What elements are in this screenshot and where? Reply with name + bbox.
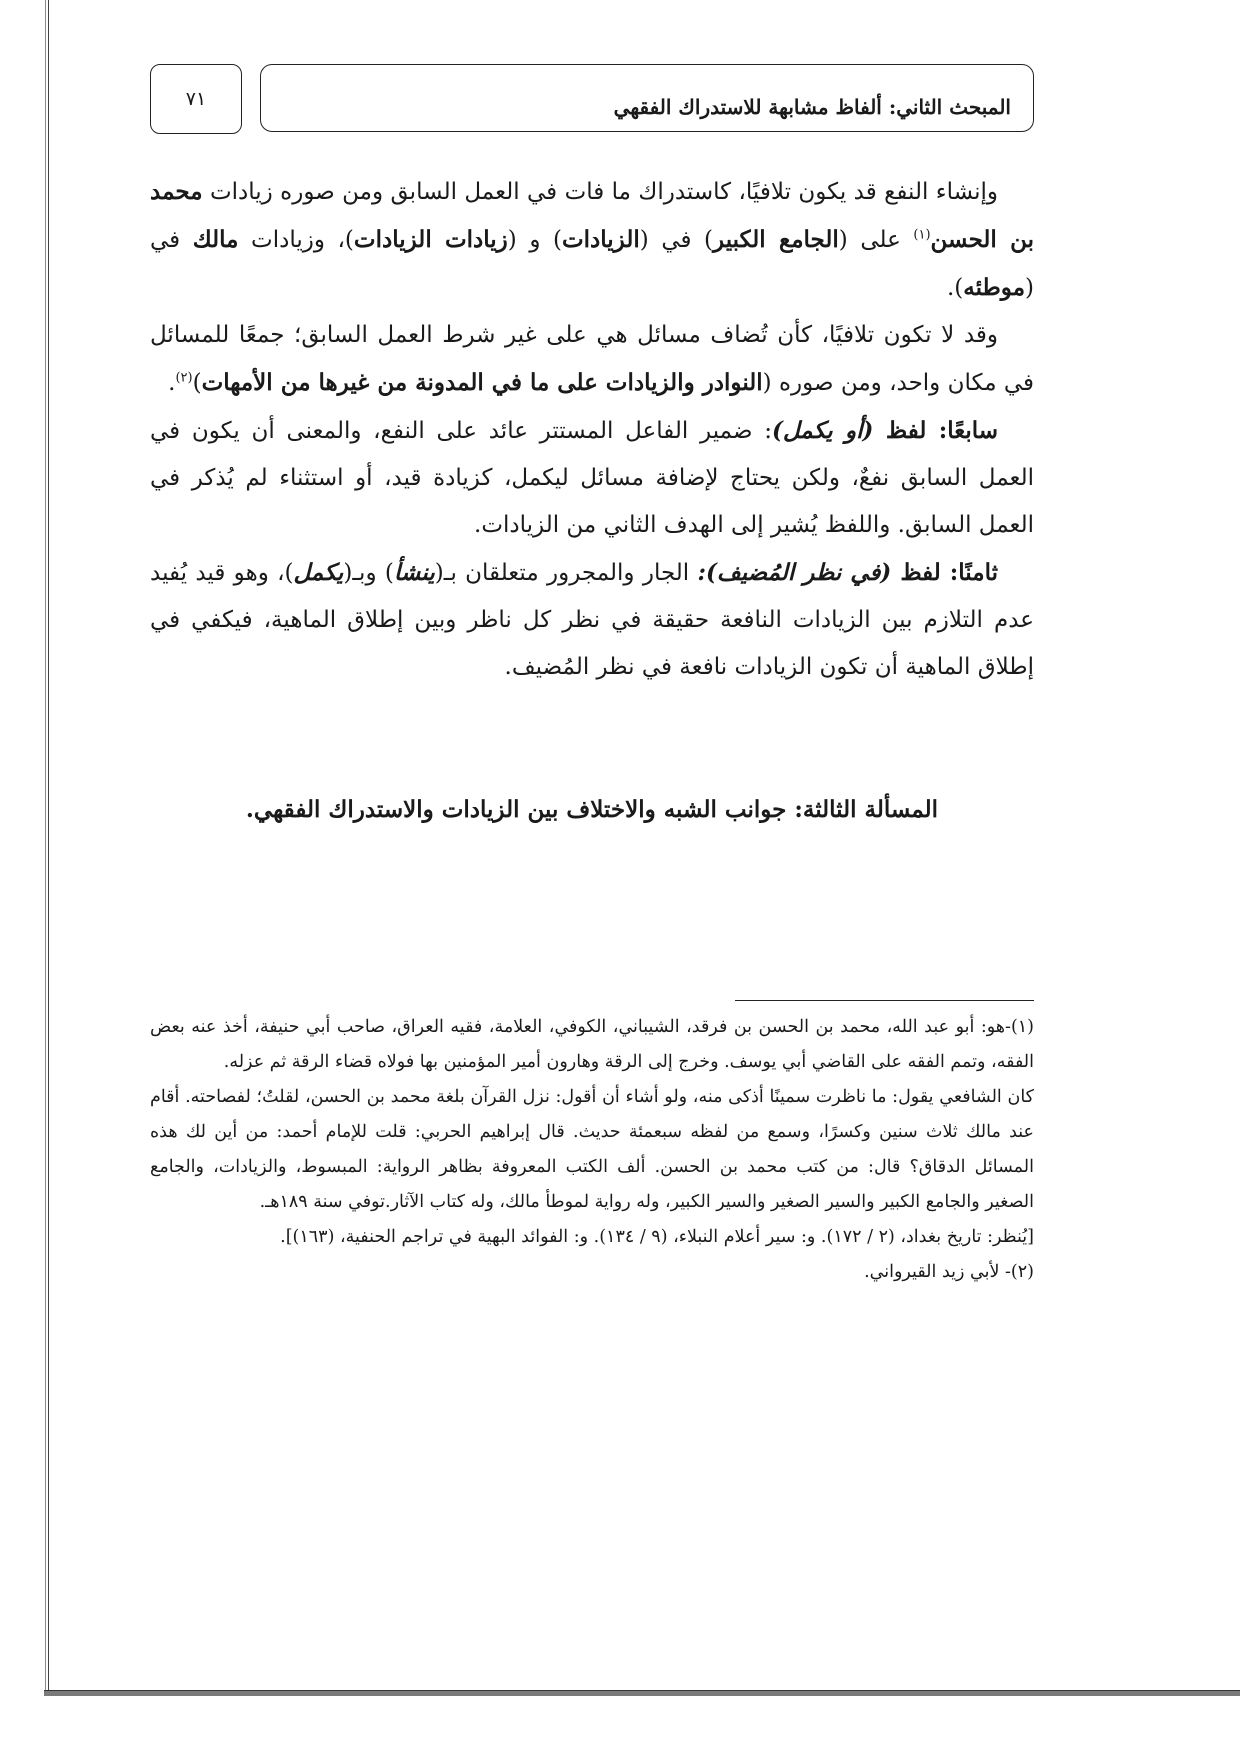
footnote-ref-2[interactable]: (٢) (175, 370, 193, 386)
bold-name-malik: مالك (192, 226, 239, 253)
paragraph-seventh-term (150, 407, 1034, 549)
text-run: ) في ( (639, 227, 714, 253)
page-number-box (150, 64, 242, 134)
page-frame-bottom-border (44, 1690, 1240, 1696)
term-aw-yukmil: (أو يكمل) (771, 417, 874, 444)
bold-name-muhammad-ibn-al-hasan: محمد بن الحسن (150, 178, 1034, 253)
footnote-1-sources: [يُنظر: تاريخ بغداد، (٢ / ١٧٢). و: سير أعلام النبلاء، (٩ / ١٣٤). و: الفوائد البهية في تراجم الحنفية، (١٦٣)]. (280, 1227, 1034, 1247)
paragraph-additions-remedial (150, 168, 1034, 312)
paragraph-eighth-term (150, 549, 1034, 691)
term-yanshaa: ينشأ (393, 559, 435, 586)
paragraph-additions-non-remedial (150, 312, 1034, 407)
text-run: )، وهو قيد يُفيد عدم التلازم بين الزيادات النافعة حقيقة في نظر كل ناظر وبين إطلاق الماهية، فيكفي في إطلاق الماهية أن تكون الزيادات نافعة في نظر المُضيف. (150, 560, 1034, 680)
main-body-text (150, 168, 1034, 691)
bold-book-title: موطئه (963, 274, 1026, 301)
footnote-separator (735, 1000, 1034, 1001)
text-run: ) (192, 370, 202, 396)
bold-label-eighth: ثامنًا: لفظ (891, 559, 998, 586)
bold-book-title: الزيادات (561, 226, 640, 253)
page-frame-left-border (48, 0, 49, 1692)
text-run: ) و ( (507, 227, 562, 253)
text-run: : ضمير الفاعل المستتر عائد على النفع، والمعنى أن يكون في العمل السابق نفعٌ، ولكن يحتاج لإضافة مسائل ليكمل، كزيادة قيد، أو استثناء لم يُذكر في العمل السابق. واللفظ يُشير إلى الهدف الثاني من الزيادات. (150, 418, 1034, 538)
bold-book-title: النوادر والزيادات على ما في المدونة من غيرها من الأمهات (201, 369, 763, 396)
page-header (150, 64, 1034, 138)
footnote-ref-1[interactable]: (١) (913, 227, 931, 243)
footnote-1-praise: كان الشافعي يقول: ما ناظرت سمينًا أذكى منه، ولو أشاء أن أقول: نزل القرآن بلغة محمد بن الحسن، لقلتُ؛ لفصاحته. أقام عند مالك ثلاث سنين وكسرًا، وسمع من لفظه سبعمئة حديث. قال إبراهيم الحربي: قلت للإمام أحمد: من أين لك هذه المسائل الدقاق؟ قال: من كتب محمد بن الحسن. ألف الكتب المعروفة بظاهر الرواية: المبسوط، والزيادات، والجامع الصغير والجامع الكبير والسير الصغير والسير الكبير، وله رواية لموطأ مالك، وله كتاب الآثار.توفي سنة ١٨٩هـ. (150, 1087, 1034, 1212)
text-run: . (168, 370, 176, 396)
footnote-2: (٢)- لأبي زيد القيرواني. (864, 1262, 1034, 1282)
text-run: وإنشاء النفع قد يكون تلافيًا، كاستدراك ما فات في العمل السابق ومن صوره زيادات (202, 179, 998, 205)
text-run: )، وزيادات (238, 227, 354, 253)
term-yukmil: يكمل (293, 559, 344, 586)
bold-book-title: زيادات الزيادات (353, 226, 508, 253)
section-heading-third-issue: المسألة الثالثة: جوانب الشبه والاختلاف بين الزيادات والاستدراك الفقهي. (245, 796, 939, 823)
text-run: ) وبـ( (343, 560, 394, 586)
text-run: الجار والمجرور متعلقان بـ( (434, 560, 698, 586)
bold-book-title: الجامع الكبير (713, 226, 839, 253)
bold-label-seventh: سابعًا: لفظ (873, 417, 999, 444)
running-title: المبحث الثاني: ألفاظ مشابهة للاستدراك الفقهي (613, 95, 1011, 119)
text-run: في ( (150, 227, 1034, 301)
text-run: ). (946, 275, 964, 301)
text-run: وقد لا تكون تلافيًا، كأن تُضاف مسائل هي على غير شرط العمل السابق؛ جمعًا للمسائل في مكان واحد، ومن صوره ( (150, 322, 1034, 396)
footnotes (150, 1010, 1034, 1290)
text-run: على ( (838, 227, 914, 253)
footnote-1-bio: (١)-هو: أبو عبد الله، محمد بن الحسن بن فرقد، الشيباني، الكوفي، العلامة، فقيه العراق، صاحب أبي حنيفة، أخذ عنه بعض الفقه، وتمم الفقه على القاضي أبي يوسف. وخرج إلى الرقة وهارون أمير المؤمنين بها فولاه قضاء الرقة ثم عزله. (150, 1017, 1034, 1072)
page-number: ٧١ (185, 88, 207, 110)
running-title-box (260, 64, 1034, 132)
term-fi-nazar-al-mudif: (في نظر المُضيف): (697, 559, 892, 586)
